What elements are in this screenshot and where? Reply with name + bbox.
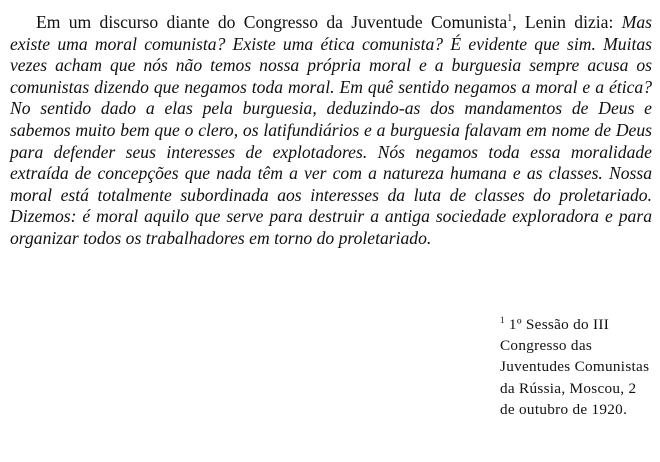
footnote [500,314,650,420]
footnote-reference: 1 [507,13,513,25]
footnote-marker: 1 [500,314,505,325]
footnote-text: 1º Sessão do III Congresso das Juventudes Comunistas da Rússia, Moscou, 2 de outubro de 1920. [500,316,650,418]
main-paragraph [10,12,652,250]
lenin-quote: Mas existe uma moral comunista? Existe uma ética comunista? É evidente que sim. Muitas vezes acham que nós não temos nossa própria moral e a burguesia sempre acusa os comunistas dizendo que negamos toda moral. Em quê sentido negamos a moral e a ética?No sentido dado a elas pela burguesia, deduzindo-as dos mandamentos de Deus e sabemos muito bem que o clero, os latifundiários e a burguesia falavam em nome de Deus para defender seus interesses de explotadores. Nós negamos toda essa moralidade extraída de concepções que nada têm a ver com a natureza humana e as classes. Nossa moral está totalmente subordinada aos interesses da luta de classes do proletariado. Dizemos: é moral aquilo que serve para destruir a antiga sociedade exploradora e para organizar todos os trabalhadores em torno do proletariado. [10,12,653,248]
paragraph-intro: Em um discurso diante do Congresso da Juventude Comunista [36,12,508,32]
paragraph-speaker: , Lenin dizia: [512,12,622,32]
